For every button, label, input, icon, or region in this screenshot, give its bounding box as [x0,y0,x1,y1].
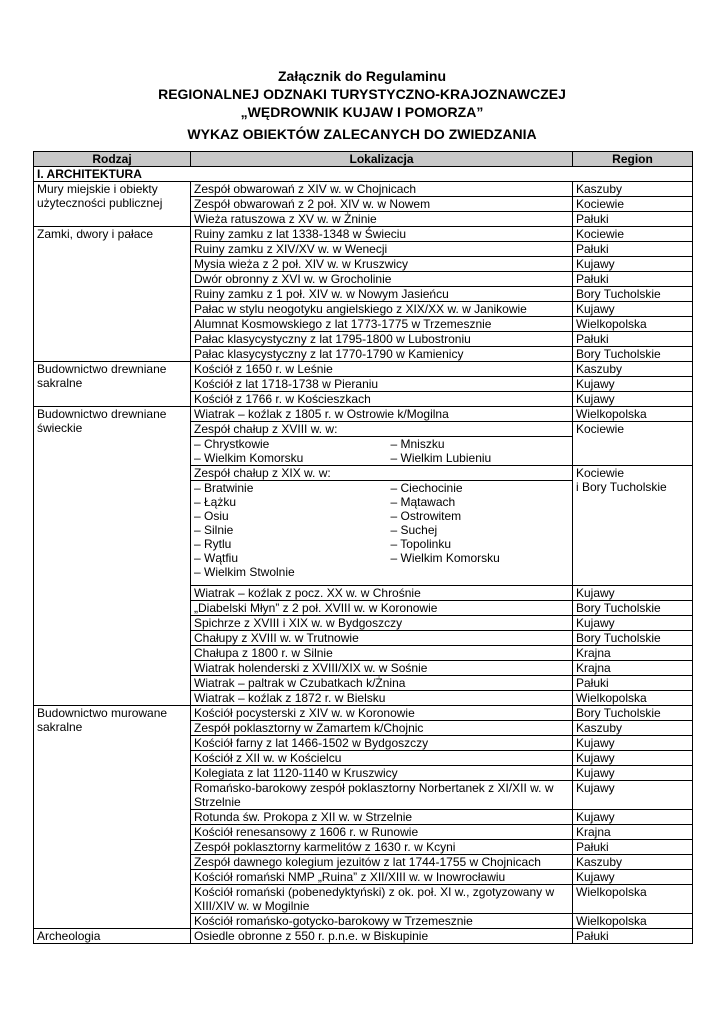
region-cell [573,466,693,586]
spacer [194,579,385,585]
location-cell: Ruiny zamku z lat 1338-1348 w Świeciu [191,227,573,242]
village-list [191,481,572,585]
region-cell: Krajna [573,661,693,676]
column-header-rodzaj: Rodzaj [34,152,191,167]
location-cell: Wieża ratuszowa z XV w. w Żninie [191,212,573,227]
region-cell: Krajna [573,646,693,661]
region-cell: Kujawy [573,766,693,781]
region-cell: Kujawy [573,781,693,810]
table-header-row [34,152,693,167]
category-cell: Budownictwo drewniane sakralne [34,362,191,407]
location-cell: Dwór obronny z XVI w. w Grocholinie [191,272,573,287]
category-cell: Zamki, dwory i pałace [34,227,191,362]
group-heading: Zespół chałup z XVIII w. w: [191,422,572,437]
annex-title: Załącznik do Regulaminu [277,68,447,84]
village-item: – Ciechocinie [390,481,463,495]
village-item: – Mątawach [390,495,456,509]
region-cell: Pałuki [573,212,693,227]
section-title: I. ARCHITEKTURA [34,167,693,182]
region-cell: Bory Tucholskie [573,601,693,616]
location-cell: Wiatrak – koźlak z 1805 r. w Ostrowie k/Mogilna [191,407,573,422]
location-cell: Kościół z lat 1718-1738 w Pieraniu [191,377,573,392]
location-cell: Kościół romański NMP „Ruina” z XII/XIII w. w Inowrocławiu [191,870,573,885]
column-header-lokalizacja: Lokalizacja [191,152,573,167]
location-cell: Wiatrak – koźlak z pocz. XX w. w Chrośnie [191,586,573,601]
region-cell: Wielkopolska [573,691,693,706]
location-cell: „Diabelski Młyn” z 2 poł. XVIII w. w Koronowie [191,601,573,616]
badge-name-title: REGIONALNEJ ODZNAKI TURYSTYCZNO-KRAJOZNAWCZEJ [158,86,566,102]
location-cell: Zespół dawnego kolegium jezuitów z lat 1744-1755 w Chojnicach [191,855,573,870]
column-header-region: Region [573,152,693,167]
region-cell: Kujawy [573,810,693,825]
location-cell: Kościół pocysterski z XIV w. w Koronowie [191,706,573,721]
category-cell: Archeologia [34,929,191,944]
location-cell: Zespół poklasztorny w Zamartem k/Chojnic [191,721,573,736]
region-cell: Wielkopolska [573,407,693,422]
region-cell: Kaszuby [573,721,693,736]
category-cell: Mury miejskie i obiekty użyteczności publicznej [34,182,191,227]
location-cell: Kościół z XII w. w Kościelcu [191,751,573,766]
village-item: – Łążku [194,495,237,509]
table-row [34,227,693,242]
region-cell: Pałuki [573,332,693,347]
location-cell: Pałac w stylu neogotyku angielskiego z XIX/XX w. w Janikowie [191,302,573,317]
location-cell: Chałupy z XVIII w. w Trutnowie [191,631,573,646]
category-cell: Budownictwo murowane sakralne [34,706,191,929]
village-item: – Wątfiu [194,551,239,565]
location-cell: Zespół obwarowań z 2 poł. XIV w. w Nowem [191,197,573,212]
location-cell: Spichrze z XVIII i XIX w. w Bydgoszczy [191,616,573,631]
region-text: Kociewie [576,422,625,436]
region-cell: Pałuki [573,676,693,691]
location-cell: Zespół obwarowań z XIV w. w Chojnicach [191,182,573,197]
village-item: – Suchej [390,523,438,537]
region-cell: Pałuki [573,929,693,944]
region-cell: Wielkopolska [573,885,693,914]
table-body [34,167,693,944]
village-item: – Rytlu [194,537,232,551]
village-column-right [388,481,573,585]
village-column-left [191,481,388,585]
village-item: – Chrystkowie [194,437,270,451]
region-cell: Bory Tucholskie [573,706,693,721]
region-text: Kociewie [576,466,625,480]
village-item: – Silnie [194,523,234,537]
location-group-cell [191,422,573,466]
location-cell: Mysia wieża z 2 poł. XIV w. w Kruszwicy [191,257,573,272]
location-cell: Ruiny zamku z 1 poł. XIV w. w Nowym Jasieńcu [191,287,573,302]
group-heading: Zespół chałup z XIX w. w: [191,466,572,481]
village-item: – Bratwinie [194,481,254,495]
table-row [34,362,693,377]
village-list-row [191,481,572,585]
table-row [34,182,693,197]
region-cell: Bory Tucholskie [573,631,693,646]
location-cell: Wiatrak holenderski z XVIII/XIX w. w Sośnie [191,661,573,676]
category-cell: Budownictwo drewniane świeckie [34,407,191,706]
region-cell: Kujawy [573,616,693,631]
region-cell: Krajna [573,825,693,840]
region-cell: Bory Tucholskie [573,347,693,362]
region-cell: Pałuki [573,242,693,257]
region-cell: Kujawy [573,302,693,317]
location-cell: Kolegiata z lat 1120-1140 w Kruszwicy [191,766,573,781]
region-cell: Kujawy [573,736,693,751]
table-row [34,706,693,721]
region-cell: Kaszuby [573,855,693,870]
region-cell: Bory Tucholskie [573,287,693,302]
village-list [191,437,572,465]
village-item: – Topolinku [390,537,451,551]
region-cell: Kujawy [573,870,693,885]
list-heading: WYKAZ OBIEKTÓW ZALECANYCH DO ZWIEDZANIA [187,126,537,142]
location-cell: Kościół renesansowy z 1606 r. w Runowie [191,825,573,840]
region-cell: Pałuki [573,840,693,855]
location-cell: Kościół romański (pobenedyktyński) z ok. poł. XI w., zgotyzowany w XIII/XIV w. w Mogilnie [191,885,573,914]
village-item: – Wielkim Komorsku [390,551,500,565]
region-cell: Kociewie [573,227,693,242]
region-cell: Kujawy [573,751,693,766]
location-cell: Pałac klasycystyczny z lat 1795-1800 w Lubostroniu [191,332,573,347]
location-cell: Pałac klasycystyczny z lat 1770-1790 w Kamienicy [191,347,573,362]
location-cell: Kościół z 1650 r. w Leśnie [191,362,573,377]
village-column-left [191,437,388,465]
region-cell: Kujawy [573,586,693,601]
region-cell: Wielkopolska [573,914,693,929]
village-item: – Wielkim Lubieniu [390,451,492,465]
region-cell: Kujawy [573,392,693,407]
village-item: – Wielkim Stwolnie [194,565,295,579]
location-cell: Kościół z 1766 r. w Kościeszkach [191,392,573,407]
location-cell: Alumnat Kosmowskiego z lat 1773-1775 w Trzemesznie [191,317,573,332]
location-cell: Rotunda św. Prokopa z XII w. w Strzelnie [191,810,573,825]
location-cell: Zespół poklasztorny karmelitów z 1630 r. w Kcyni [191,840,573,855]
region-cell [573,422,693,466]
village-item: – Osiu [194,509,229,523]
location-cell: Wiatrak – paltrak w Czubatkach k/Żnina [191,676,573,691]
village-item: – Mniszku [390,437,445,451]
section-row [34,167,693,182]
region-cell: Kaszuby [573,362,693,377]
objects-table [33,151,693,944]
location-cell: Chałupa z 1800 r. w Silnie [191,646,573,661]
location-group-cell [191,466,573,586]
location-cell: Osiedle obronne z 550 r. p.n.e. w Biskupinie [191,929,573,944]
region-cell: Kujawy [573,257,693,272]
location-cell: Ruiny zamku z XIV/XV w. w Wenecji [191,242,573,257]
region-text: i Bory Tucholskie [576,480,667,494]
table-row [34,407,693,422]
region-cell: Kociewie [573,197,693,212]
village-list-row [191,437,572,465]
location-cell: Kościół farny z lat 1466-1502 w Bydgoszczy [191,736,573,751]
region-cell: Kujawy [573,377,693,392]
village-item: – Ostrowitem [390,509,462,523]
village-column-right [388,437,573,465]
village-item: – Wielkim Komorsku [194,451,304,465]
location-cell: Wiatrak – koźlak z 1872 r. w Bielsku [191,691,573,706]
location-cell: Romańsko-barokowy zespół poklasztorny Norbertanek z XI/XII w. w Strzelnie [191,781,573,810]
region-cell: Kaszuby [573,182,693,197]
badge-subtitle: „WĘDROWNIK KUJAW I POMORZA” [240,104,484,120]
location-cell: Kościół romańsko-gotycko-barokowy w Trzemesznie [191,914,573,929]
region-cell: Wielkopolska [573,317,693,332]
table-row [34,929,693,944]
region-cell: Pałuki [573,272,693,287]
